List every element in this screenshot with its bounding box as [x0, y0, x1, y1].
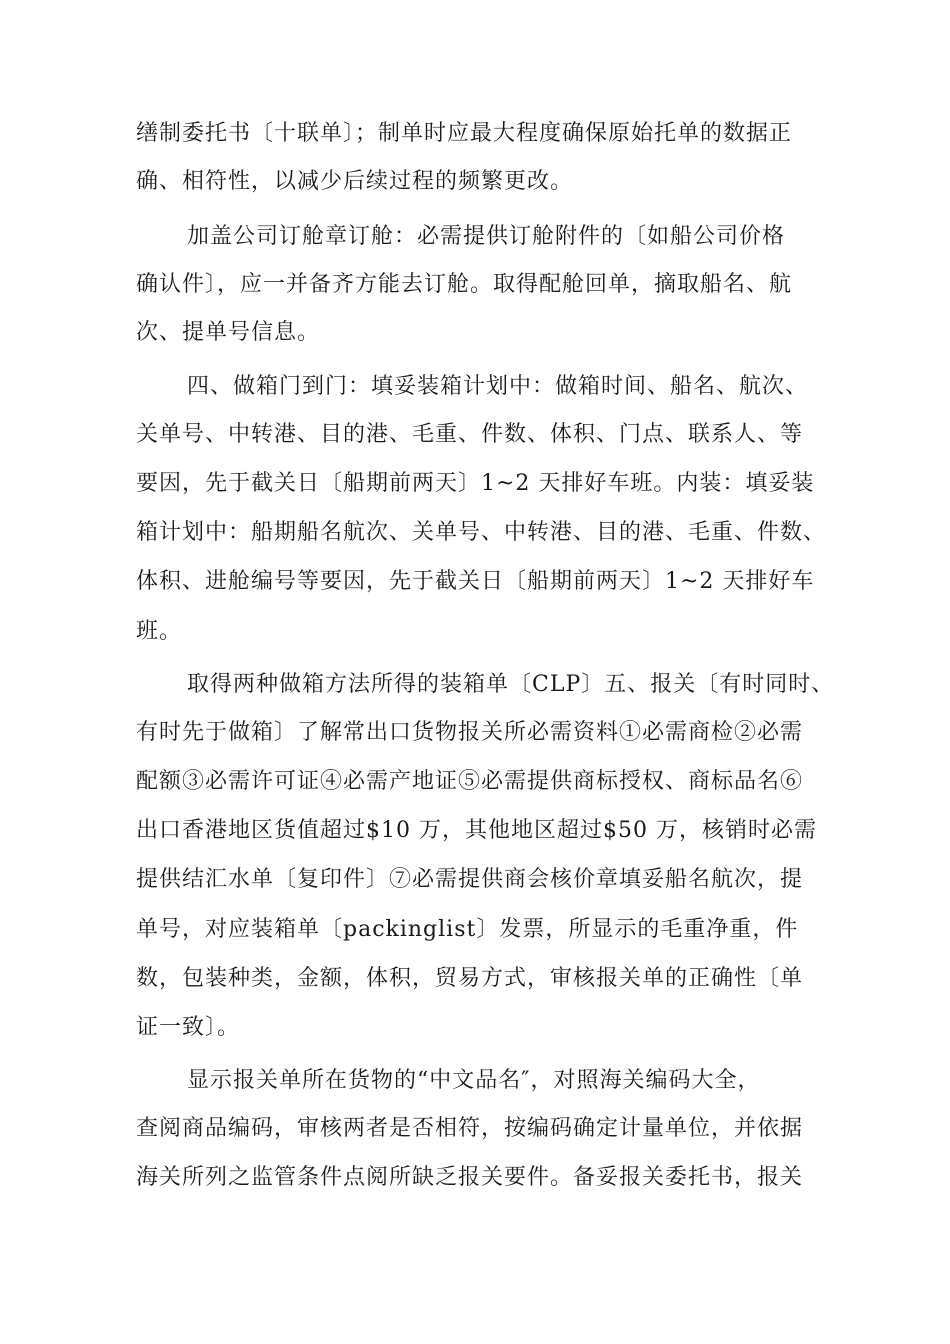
text-line: 单号，对应装箱单〔packinglist〕发票，所显示的毛重净重，件 — [136, 917, 799, 942]
text-line: 缮制委托书〔十联单〕；制单时应最大程度确保原始托单的数据正 — [136, 121, 793, 146]
text-line: 加盖公司订舱章订舱：必需提供订舱附件的〔如船公司价格 — [187, 224, 786, 249]
text-line: 出口香港地区货值超过$10 万，其他地区超过$50 万，核销时必需 — [136, 818, 817, 843]
text-line: 次、提单号信息。 — [136, 320, 321, 345]
text-line: 查阅商品编码，审核两者是否相符，按编码确定计量单位，并依据 — [136, 1116, 804, 1141]
text-line: 配额③必需许可证④必需产地证⑤必需提供商标授权、商标品名⑥ — [136, 769, 804, 794]
text-line: 体积、进舱编号等要因，先于截关日〔船期前两天〕1~2 天排好车 — [136, 569, 815, 594]
text-line: 数，包装种类，金额，体积，贸易方式，审核报关单的正确性〔单 — [136, 966, 804, 991]
text-line: 取得两种做箱方法所得的装箱单〔CLP〕五、报关〔有时同时、 — [187, 672, 835, 697]
text-line: 四、做箱门到门：填妥装箱计划中：做箱时间、船名、航次、 — [187, 374, 809, 399]
text-line: 显示报关单所在货物的“中文品名″，对照海关编码大全， — [187, 1068, 761, 1093]
text-line: 确认件〕，应一并备齐方能去订舱。取得配舱回单，摘取船名、航 — [136, 272, 793, 297]
text-line: 证一致〕。 — [136, 1015, 241, 1040]
text-line: 班。 — [136, 619, 183, 644]
text-line: 箱计划中：船期船名航次、关单号、中转港、目的港、毛重、件数、 — [136, 520, 827, 545]
text-line: 有时先于做箱〕了解常出口货物报关所必需资料①必需商检②必需 — [136, 720, 804, 745]
text-line: 关单号、中转港、目的港、毛重、件数、体积、门点、联系人、等 — [136, 422, 804, 447]
text-line: 提供结汇水单〔复印件〕⑦必需提供商会核价章填妥船名航次，提 — [136, 867, 804, 892]
text-line: 要因，先于截关日〔船期前两天〕1~2 天排好车班。内装：填妥装 — [136, 471, 815, 496]
text-line: 海关所列之监管条件点阅所缺乏报关要件。备妥报关委托书，报关 — [136, 1165, 804, 1190]
text-line: 确、相符性，以减少后续过程的频繁更改。 — [136, 169, 574, 194]
